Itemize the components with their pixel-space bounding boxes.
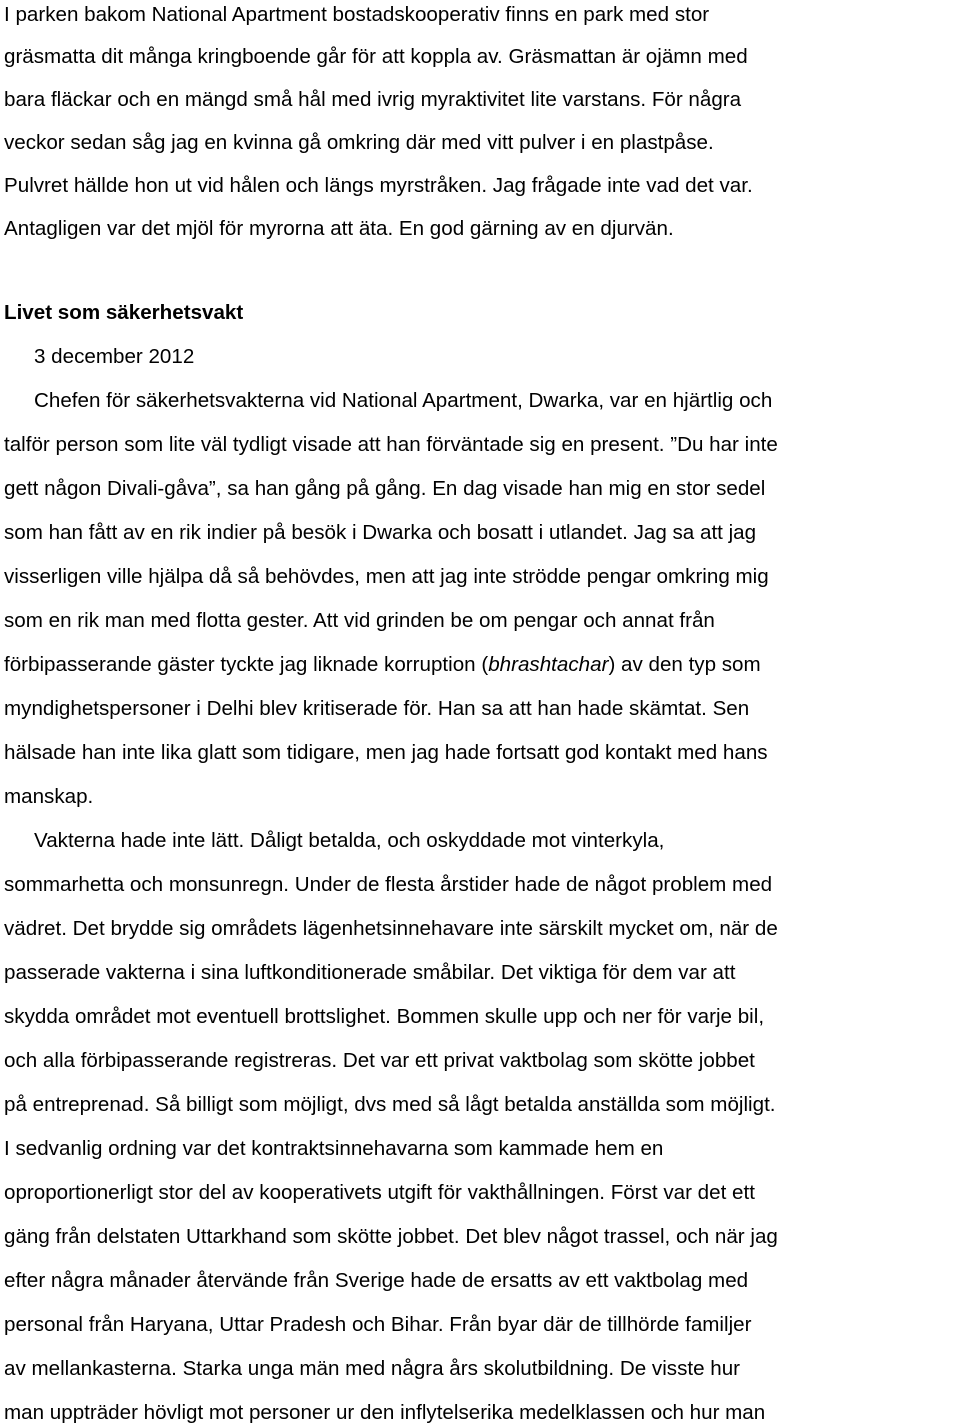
paragraph-line: oproportionerligt stor del av kooperativets utgift för vakthållningen. Först var det ett	[4, 1181, 755, 1204]
paragraph-line: Vakterna hade inte lätt. Dåligt betalda, och oskyddade mot vinterkyla,	[34, 829, 665, 852]
paragraph-line: som han fått av en rik indier på besök i Dwarka och bosatt i utlandet. Jag sa att jag	[4, 521, 757, 544]
paragraph-line: visserligen ville hjälpa då så behövdes, men att jag inte strödde pengar omkring mig	[4, 565, 769, 588]
intro-line: bara fläckar och en mängd små hål med ivrig myraktivitet lite varstans. För några	[4, 88, 742, 111]
paragraph-line: gett någon Divali-gåva”, sa han gång på gång. En dag visade han mig en stor sedel	[4, 477, 766, 500]
intro-line: I parken bakom National Apartment bostadskooperativ finns en park med stor	[4, 3, 710, 26]
intro-line: Pulvret hällde hon ut vid hålen och längs myrstråken. Jag frågade inte vad det var.	[4, 174, 753, 197]
paragraph-line: skydda området mot eventuell brottslighet. Bommen skulle upp och ner för varje bil,	[4, 1005, 765, 1028]
paragraph-line: av mellankasterna. Starka unga män med några års skolutbildning. De visste hur	[4, 1357, 741, 1380]
paragraph-line: sommarhetta och monsunregn. Under de flesta årstider hade de något problem med	[4, 873, 773, 896]
paragraph-line: talför person som lite väl tydligt visade att han förväntade sig en present. ”Du har inte	[4, 433, 778, 456]
paragraph-line: vädret. Det brydde sig områdets lägenhetsinnehavare inte särskilt mycket om, när de	[4, 917, 778, 940]
intro-line: gräsmatta dit många kringboende går för att koppla av. Gräsmattan är ojämn med	[4, 45, 748, 68]
paragraph-line: på entreprenad. Så billigt som möjligt, dvs med så lågt betalda anställda som möjligt.	[4, 1093, 776, 1116]
intro-line: veckor sedan såg jag en kvinna gå omkring där med vitt pulver i en plastpåse.	[4, 131, 714, 154]
paragraph-line: gäng från delstaten Uttarkhand som skötte jobbet. Det blev något trassel, och när jag	[4, 1225, 778, 1248]
paragraph-text: förbipasserande gäster tyckte jag liknade korruption (	[4, 653, 489, 676]
paragraph-line: som en rik man med flotta gester. Att vid grinden be om pengar och annat från	[4, 609, 715, 632]
intro-line: Antagligen var det mjöl för myrorna att äta. En god gärning av en djurvän.	[4, 217, 674, 240]
paragraph-line: Chefen för säkerhetsvakterna vid National Apartment, Dwarka, var en hjärtlig och	[34, 389, 773, 412]
paragraph-line: personal från Haryana, Uttar Pradesh och Bihar. Från byar där de tillhörde familjer	[4, 1313, 752, 1336]
paragraph-line: manskap.	[4, 785, 94, 808]
paragraph-line: hälsade han inte lika glatt som tidigare, men jag hade fortsatt god kontakt med hans	[4, 741, 768, 764]
italic-term: bhrashtachar	[488, 653, 609, 676]
paragraph-line: och alla förbipasserande registreras. Det var ett privat vaktbolag som skötte jobbet	[4, 1049, 755, 1072]
paragraph-line: I sedvanlig ordning var det kontraktsinnehavarna som kammade hem en	[4, 1137, 664, 1160]
section-heading: Livet som säkerhetsvakt	[4, 301, 244, 324]
paragraph-line: efter några månader återvände från Sverige hade de ersatts av ett vaktbolag med	[4, 1269, 749, 1292]
paragraph-line	[4, 653, 761, 677]
paragraph-line: man uppträder hövligt mot personer ur den inflytelserika medelklassen och hur man	[4, 1401, 766, 1424]
section-date: 3 december 2012	[34, 345, 195, 368]
paragraph-line: passerade vakterna i sina luftkonditionerade småbilar. Det viktiga för dem var att	[4, 961, 736, 984]
paragraph-line: myndighetspersoner i Delhi blev kritiserade för. Han sa att han hade skämtat. Sen	[4, 697, 750, 720]
paragraph-text: ) av den typ som	[608, 653, 761, 676]
